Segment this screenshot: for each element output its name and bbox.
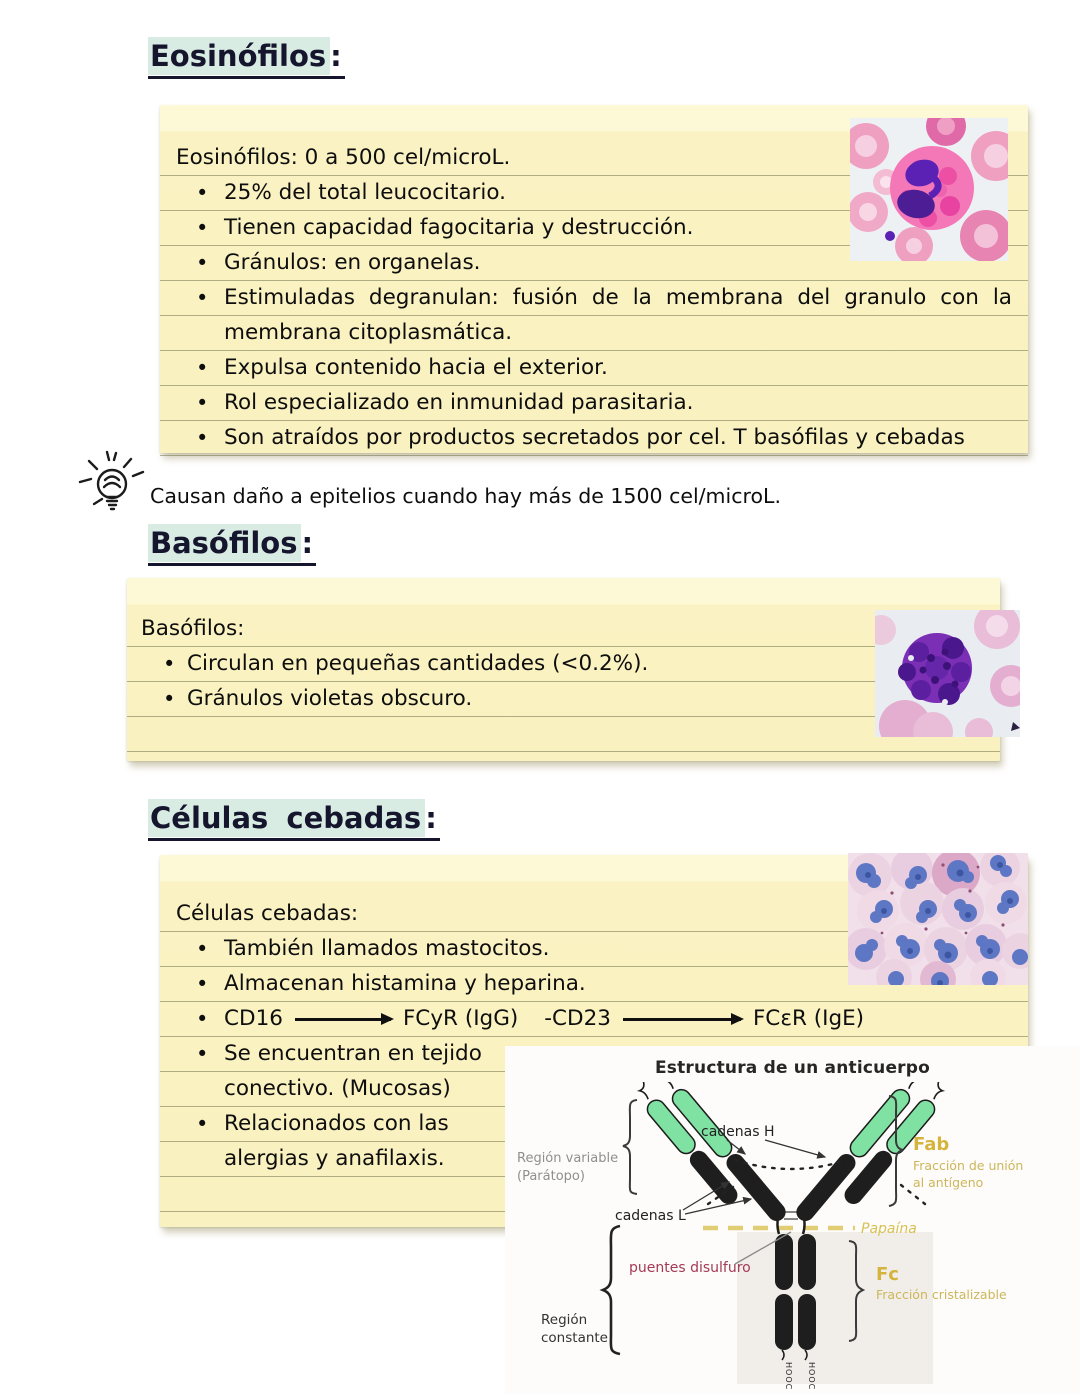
region-constante-label-line2: constante [541, 1330, 608, 1346]
section-title-highlight: Eosinófilos [148, 37, 330, 75]
note-heading: Células cebadas: [160, 897, 1028, 932]
note-heading: Basófilos: [127, 612, 1000, 647]
bullet-line-continuation: conectivo. (Mucosas) [160, 1072, 1028, 1107]
bullet-line: • Gránulos: en organelas. [160, 246, 1028, 281]
section-title-highlight: Células cebadas [148, 799, 425, 837]
antibody-diagram [505, 1082, 1080, 1392]
note-card-basofilos [127, 578, 1000, 761]
bullet-line: • También llamados mastocitos. [160, 932, 1028, 967]
empty-ruled-line [127, 717, 1000, 752]
fab-description-line2: al antígeno [913, 1175, 984, 1190]
hooc-label: HOOC [807, 1362, 816, 1391]
arrow-right-icon [623, 1018, 741, 1021]
section-title-highlight: Basófilos [148, 524, 301, 562]
cd-receptor-row [224, 1002, 1028, 1036]
section-title-colon: : [330, 39, 342, 73]
cadenas-h-label: cadenas H [701, 1124, 775, 1140]
bullet-line: • 25% del total leucocitario. [160, 176, 1028, 211]
section-title-basofilos [148, 527, 316, 566]
bullet-line: • Son atraídos por productos secretados por cel. T basófilas y cebadas [160, 421, 1028, 456]
bullet-line: • Estimuladas degranulan: fusión de la membrana del granulo con la [160, 281, 1028, 316]
bullet-line: • Tienen capacidad fagocitaria y destrucción. [160, 211, 1028, 246]
bullet-line-cd-receptors [160, 1002, 1028, 1037]
hooc-label: HOOC [784, 1362, 793, 1391]
diagram-background-tint [737, 1232, 933, 1384]
basophil-micrograph [875, 610, 1020, 737]
bullet-line: • Relacionados con las [160, 1107, 1028, 1142]
fab-description-line1: Fracción de unión [913, 1158, 1024, 1173]
section-title-eosinofilos [148, 40, 345, 79]
bullet-line: • Expulsa contenido hacia el exterior. [160, 351, 1028, 386]
section-title-colon: : [425, 801, 437, 835]
bullet-line-continuation: membrana citoplasmática. [160, 316, 1028, 351]
note-heading: Eosinófilos: 0 a 500 cel/microL. [160, 141, 1028, 176]
fc-description: Fracción cristalizable [876, 1287, 1007, 1302]
fc-label: Fc [876, 1264, 899, 1285]
bullet-line: • Circulan en pequeñas cantidades (<0.2%). [127, 647, 1000, 682]
region-variable-label: Región variable [517, 1151, 619, 1166]
bullet-line: • Almacenan histamina y heparina. [160, 967, 1028, 1002]
antibody-diagram-panel [505, 1046, 1080, 1394]
fab-label: Fab [913, 1134, 950, 1155]
region-variable-brace [623, 1100, 637, 1194]
cd23-label: -CD23 [544, 1006, 611, 1031]
disulfide-bonds [784, 1212, 798, 1219]
cadenas-l-label: cadenas L [615, 1208, 686, 1224]
eosinophil-micrograph [850, 118, 1008, 261]
arrow-right-icon [295, 1018, 391, 1021]
mast-cells-micrograph [848, 853, 1028, 985]
papaina-label: Papaína [861, 1221, 917, 1237]
fcer-label: FCεR (IgE) [752, 1006, 865, 1031]
lightbulb-icon [76, 448, 150, 522]
paratopo-label: (Parátopo) [517, 1169, 585, 1184]
bullet-line: • Gránulos violetas obscuro. [127, 682, 1000, 717]
note-card-rows [127, 578, 1000, 752]
antibody-diagram-title: Estructura de un anticuerpo [654, 1058, 931, 1078]
cd16-label: • CD16 [224, 1006, 283, 1031]
fcyr-label: FCyR (IgG) [402, 1006, 519, 1031]
puentes-disulfuro-label: puentes disulfuro [629, 1260, 751, 1276]
section-title-celulas-cebadas [148, 802, 440, 841]
bullet-line: • Rol especializado en inmunidad parasitaria. [160, 386, 1028, 421]
bullet-line-continuation: alergias y anafilaxis. [160, 1142, 1028, 1177]
region-constante-label-line1: Región [541, 1312, 588, 1328]
tip-text: Causan daño a epitelios cuando hay más de 1500 cel/microL. [150, 484, 781, 508]
note-card-eosinofilos [160, 105, 1028, 453]
section-title-colon: : [301, 526, 314, 560]
bullet-line: • Se encuentran en tejido [160, 1037, 1028, 1072]
